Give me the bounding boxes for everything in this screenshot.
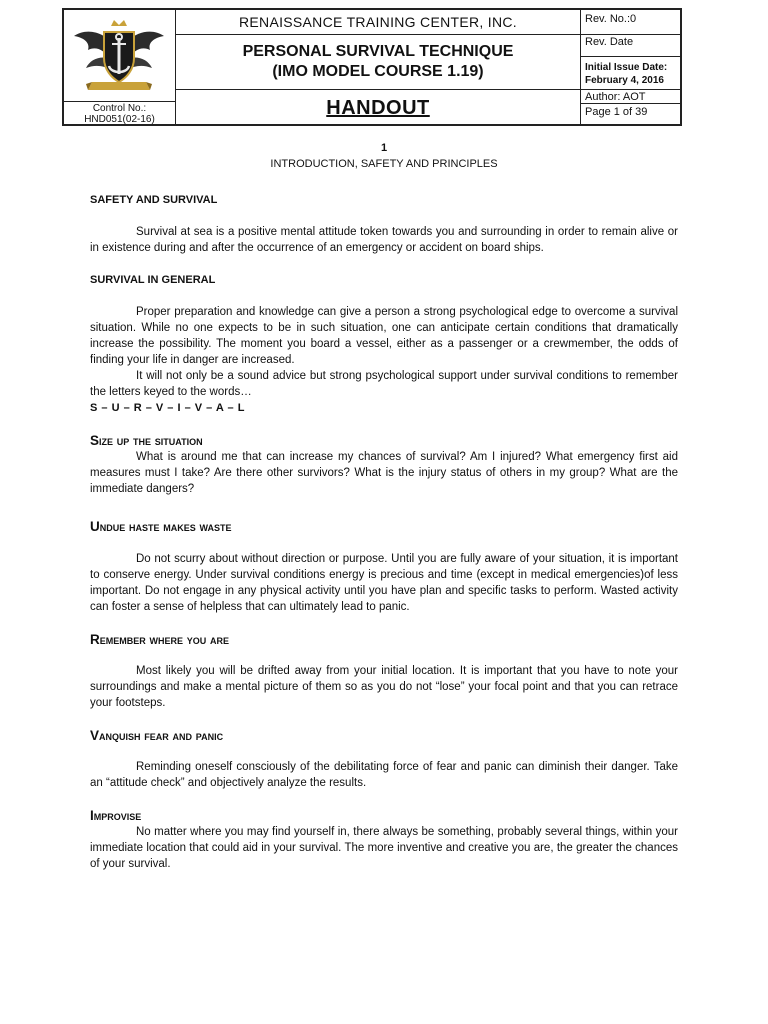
section-text-remember: Most likely you will be drifted away from your initial location. It is important that you have to note your surroundings and make a mental picture of them so as you do not “lose” your focal point and that you can retrace your footsteps. — [90, 665, 678, 709]
document-type-label: HANDOUT — [326, 97, 430, 119]
section-text-undue-haste: Do not scurry about without direction or purpose. Until you are fully aware of your situation, it is important to conserve energy. Under survival conditions energy is precious and time (except in medical emergencies)of less important. Do not engage in any physical activity until you have plan and specific tasks to perform. Wasted activity can foster a sense of helpless that can ultimately lead to panic. — [90, 553, 678, 613]
safety-heading: SAFETY AND SURVIVAL — [90, 194, 218, 206]
course-title-line1: PERSONAL SURVIVAL TECHNIQUE — [242, 43, 514, 60]
revision-number: Rev. No.:0 — [580, 10, 680, 35]
initial-issue-date — [580, 57, 680, 90]
course-title — [176, 35, 580, 90]
company-name: RENAISSANCE TRAINING CENTER, INC. — [176, 10, 580, 35]
section-text-vanquish: Reminding oneself consciously of the debilitating force of fear and panic can diminish their danger. Take an “attitude check” and objectively analyze the results. — [90, 761, 678, 789]
section-heading-size-up: Size up the situation — [90, 433, 203, 448]
control-label: Control No.: — [92, 103, 147, 114]
company-logo — [64, 10, 176, 102]
control-value: HND051(02-16) — [84, 114, 155, 125]
handout-body — [90, 140, 678, 872]
section-text-improvise: No matter where you may find yourself in, there always be something, probably several things, within your immediate location that could aid in your survival. The more inventive and creative you are, the greater the chances of your survival. — [90, 826, 678, 870]
chapter-number: 1 — [380, 142, 388, 154]
section-heading-improvise: Improvise — [90, 808, 142, 823]
section-heading-vanquish: Vanquish fear and panic — [90, 728, 224, 743]
general-paragraph-1: Proper preparation and knowledge can give a person a strong psychological edge to overcome a survival situation. While no one expects to be in such situation, one can anticipate certain conditions that dramatically increase the possibility. The moment you board a vessel, either as a passenger or a crewmember, the odds of finding your life in danger are increased. — [90, 306, 678, 366]
anchor-wings-logo-icon — [64, 10, 174, 100]
initial-issue-label: Initial Issue Date: — [585, 62, 668, 73]
section-text-size-up: What is around me that can increase my chances of survival? Am I injured? What emergency first aid measures must I take? Are there other survivors? What is the injury status of others in my group? What are the immediate dangers? — [90, 451, 678, 495]
section-heading-undue-haste: Undue haste makes waste — [90, 519, 232, 534]
document-type — [176, 90, 580, 126]
safety-paragraph: Survival at sea is a positive mental attitude token towards you and surrounding in order to remain alive or in existence during and after the occurrence of an emergency or accident on board ships. — [90, 226, 678, 254]
revision-date: Rev. Date — [580, 35, 680, 57]
course-title-line2: (IMO MODEL COURSE 1.19) — [272, 63, 484, 80]
document-header-table — [62, 8, 682, 126]
section-heading-remember: Remember where you are — [90, 632, 230, 647]
control-number-cell — [64, 102, 176, 126]
author: Author: AOT — [580, 90, 680, 104]
general-paragraph-2: It will not only be a sound advice but strong psychological support under survival conditions to remember the letters keyed to the words… — [90, 370, 678, 398]
page-number: Page 1 of 39 — [580, 104, 680, 126]
general-heading: SURVIVAL IN GENERAL — [90, 274, 216, 286]
chapter-title: INTRODUCTION, SAFETY AND PRINCIPLES — [270, 158, 498, 170]
initial-issue-value: February 4, 2016 — [585, 75, 664, 86]
survival-acronym: S – U – R – V – I – V – A – L — [90, 402, 245, 414]
